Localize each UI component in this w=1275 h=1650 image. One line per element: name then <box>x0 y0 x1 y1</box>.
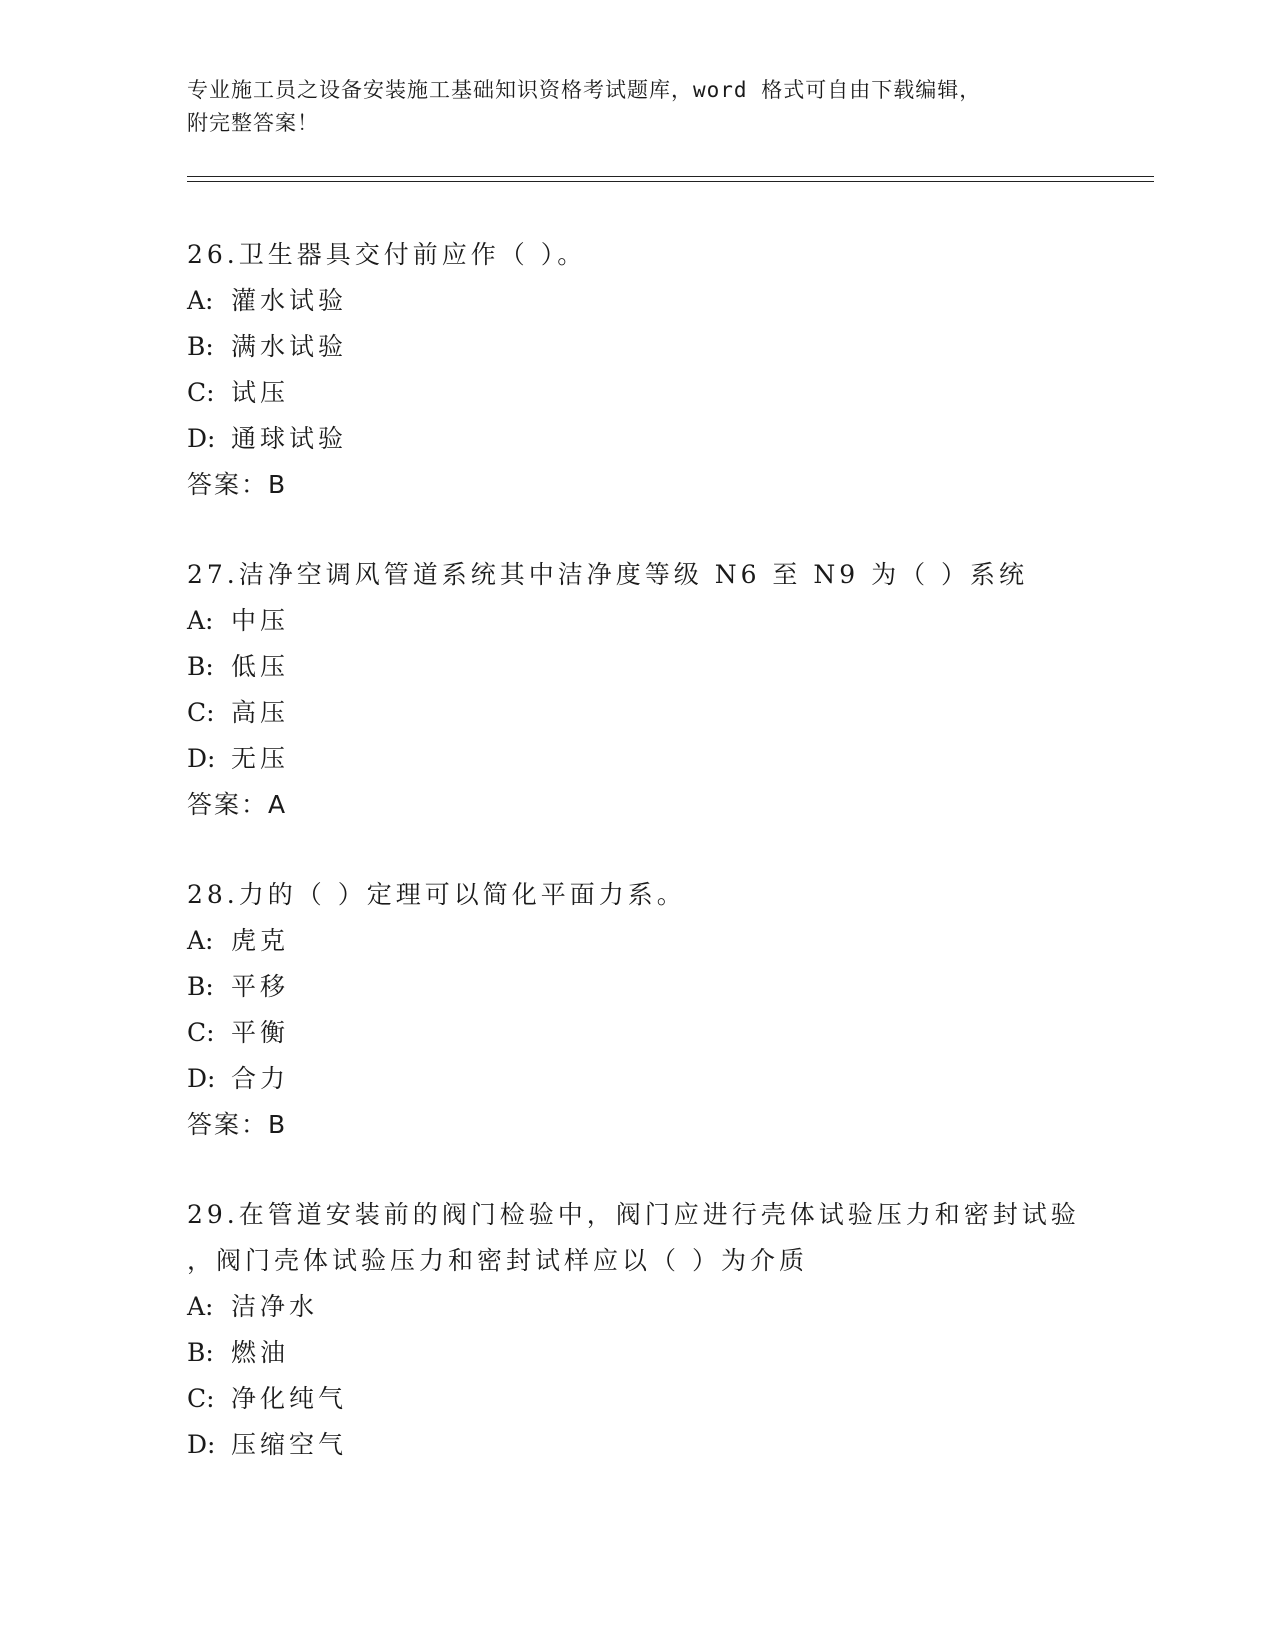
option-c <box>187 1010 1117 1056</box>
option-text: 合力 <box>231 1064 290 1093</box>
question-stem: 26.卫生器具交付前应作（ ）。 <box>187 240 587 269</box>
question-stem: 27.洁净空调风管道系统其中洁净度等级 N6 至 N9 为（ ）系统 <box>187 560 1029 589</box>
option-key: A: <box>187 1292 214 1321</box>
answer-line: 答案：B <box>187 470 288 499</box>
option-d <box>187 416 1117 462</box>
header-divider-bottom <box>187 181 1154 182</box>
question-27 <box>187 552 1117 828</box>
option-text: 满水试验 <box>231 332 348 361</box>
option-key: B: <box>187 332 214 361</box>
question-stem: 29.在管道安装前的阀门检验中，阀门应进行壳体试验压力和密封试验 <box>187 1200 1080 1229</box>
answer-line: 答案：A <box>187 790 288 819</box>
option-text: 压缩空气 <box>231 1430 348 1459</box>
question-26 <box>187 232 1117 508</box>
option-key: C: <box>187 698 215 727</box>
answer-line: 答案：B <box>187 1110 288 1139</box>
option-key: B: <box>187 1338 214 1367</box>
header-divider-top <box>187 176 1154 177</box>
header-line-2: 附完整答案！ <box>187 111 319 135</box>
option-text: 燃油 <box>231 1338 290 1367</box>
document-header <box>187 74 1087 140</box>
option-c <box>187 370 1117 416</box>
option-b <box>187 644 1117 690</box>
option-key: C: <box>187 1384 215 1413</box>
option-d <box>187 1056 1117 1102</box>
option-key: D: <box>187 1064 216 1093</box>
option-d <box>187 1422 1117 1468</box>
option-c <box>187 1376 1117 1422</box>
option-key: C: <box>187 378 215 407</box>
option-key: C: <box>187 1018 215 1047</box>
option-text: 无压 <box>231 744 290 773</box>
option-key: A: <box>187 606 214 635</box>
option-text: 虎克 <box>231 926 290 955</box>
option-key: B: <box>187 972 214 1001</box>
option-b <box>187 964 1117 1010</box>
option-c <box>187 690 1117 736</box>
option-key: B: <box>187 652 214 681</box>
option-b <box>187 324 1117 370</box>
option-key: A: <box>187 286 214 315</box>
option-key: D: <box>187 424 216 453</box>
option-d <box>187 736 1117 782</box>
option-text: 净化纯气 <box>231 1384 348 1413</box>
option-key: D: <box>187 1430 216 1459</box>
option-text: 灌水试验 <box>231 286 348 315</box>
option-text: 平衡 <box>231 1018 290 1047</box>
option-text: 洁净水 <box>231 1292 319 1321</box>
option-text: 中压 <box>231 606 290 635</box>
option-b <box>187 1330 1117 1376</box>
option-text: 通球试验 <box>231 424 348 453</box>
question-stem: 28.力的（ ）定理可以简化平面力系。 <box>187 880 686 909</box>
question-28 <box>187 872 1117 1148</box>
option-text: 低压 <box>231 652 290 681</box>
option-key: A: <box>187 926 214 955</box>
option-text: 高压 <box>231 698 290 727</box>
question-list <box>187 232 1117 1512</box>
option-text: 试压 <box>231 378 290 407</box>
question-stem-continued: ，阀门壳体试验压力和密封试样应以（ ）为介质 <box>187 1246 808 1275</box>
header-line-1: 专业施工员之设备安装施工基础知识资格考试题库，word 格式可自由下载编辑， <box>187 78 982 102</box>
option-a <box>187 278 1117 324</box>
option-a <box>187 598 1117 644</box>
option-text: 平移 <box>231 972 290 1001</box>
option-a <box>187 918 1117 964</box>
option-a <box>187 1284 1117 1330</box>
question-29 <box>187 1192 1117 1468</box>
option-key: D: <box>187 744 216 773</box>
